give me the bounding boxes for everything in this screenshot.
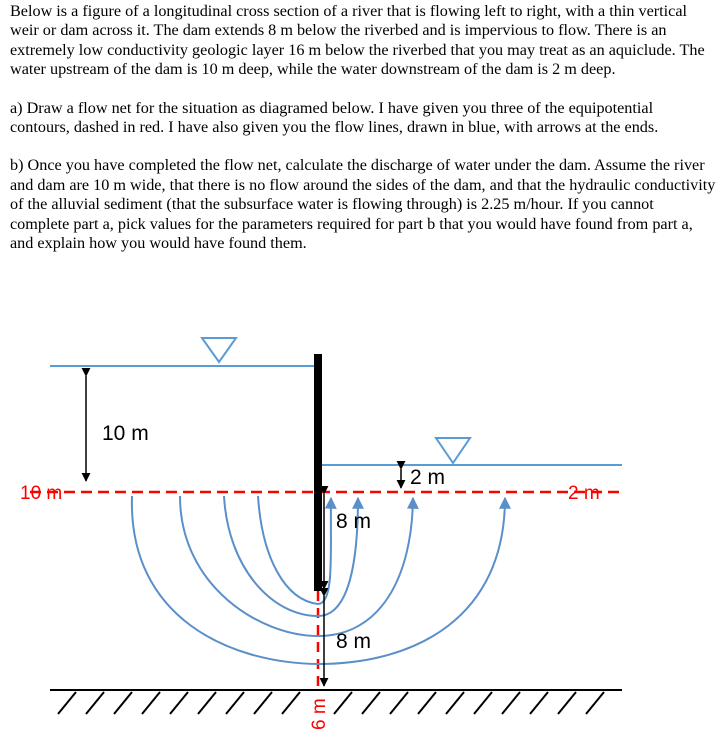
dam-cross-section-figure <box>0 318 723 740</box>
problem-statement <box>10 2 716 272</box>
downstream-depth-label: 2 m <box>410 466 446 489</box>
head-right-label: 2 m <box>568 483 600 504</box>
upstream-depth-label: 10 m <box>102 422 149 445</box>
downstream-water-level-icon <box>436 438 470 463</box>
below-dam-depth-label: 8 m <box>336 630 372 653</box>
upstream-water-level-icon <box>202 338 236 362</box>
flow-line-middle <box>180 496 413 636</box>
problem-part-a: a) Draw a flow net for the situation as diagramed below. I have given you three of the equipotential contours, dashed in red. I have also given you the flow lines, drawn in blue, with arrows at the ends. <box>10 98 659 137</box>
aquiclude-ground <box>50 690 622 714</box>
head-left-label: 10 m <box>20 483 63 504</box>
problem-intro: Below is a figure of a longitudinal cross section of a river that is flowing left to right, with a thin vertical weir or dam across it. The dam extends 8 m below the riverbed and is impervious to flow. There is an extremely low conductivity geologic layer 16 m below the riverbed that you may treat as an aquiclude. The water upstream of the dam is 10 m deep, while the water downstream of the dam is 2 m deep. <box>10 2 705 79</box>
problem-part-b: b) Once you have completed the flow net, calculate the discharge of water under the dam. Assume the river and dam are 10 m wide, that there is no flow around the sides of the dam, and that the hydraulic conductivity of the alluvial sediment (that the subsurface water is flowing through) is 2.25 m/hour. If you cannot complete part a, pick values for the parameters required for part b that you would have found from part a, and explain how you would have found them. <box>10 156 716 253</box>
head-bottom-label: 6 m <box>309 698 330 730</box>
dam-depth-label: 8 m <box>336 510 372 533</box>
dam <box>314 354 322 591</box>
